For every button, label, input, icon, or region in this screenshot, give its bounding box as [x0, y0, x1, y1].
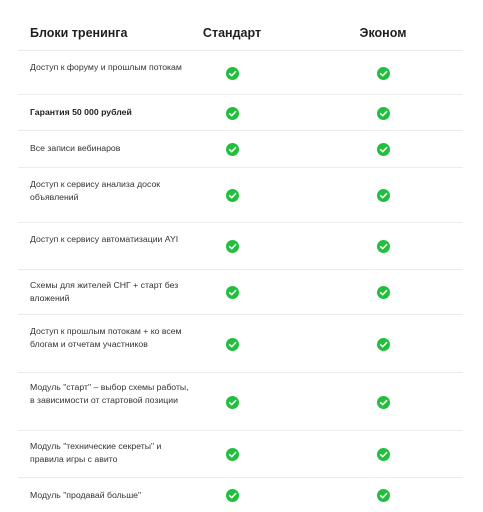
table-row — [18, 269, 463, 314]
row-label: Доступ к сервису автоматизации AYI — [30, 234, 179, 244]
row-label: Гарантия 50 000 рублей — [30, 107, 132, 117]
row-label: Модуль "технические секреты" и правила игры с авито — [30, 441, 162, 464]
check-circle-icon — [226, 396, 239, 409]
check-circle-icon — [226, 67, 239, 80]
table-row — [18, 50, 463, 94]
check-circle-icon — [377, 489, 390, 502]
check-circle-icon — [226, 189, 239, 202]
check-circle-icon — [377, 189, 390, 202]
check-circle-icon — [377, 240, 390, 253]
row-label: Доступ к форуму и прошлым потокам — [30, 62, 182, 72]
header-blocks: Блоки тренинга — [30, 26, 128, 40]
table-row — [18, 222, 463, 269]
row-label: Модуль "старт" – выбор схемы работы, в зависимости от стартовой позиции — [30, 382, 189, 405]
check-circle-icon — [226, 489, 239, 502]
check-circle-icon — [377, 396, 390, 409]
check-circle-icon — [377, 67, 390, 80]
row-label: Доступ к прошлым потокам + ко всем блогам и отчетам участников — [30, 326, 182, 349]
row-label: Доступ к сервису анализа досок объявлений — [30, 179, 161, 202]
table-row — [18, 314, 463, 372]
comparison-table — [18, 12, 463, 512]
check-circle-icon — [226, 338, 239, 351]
check-circle-icon — [226, 143, 239, 156]
check-circle-icon — [377, 143, 390, 156]
table-row — [18, 372, 463, 430]
table-row — [18, 430, 463, 477]
row-label: Все записи вебинаров — [30, 143, 121, 153]
row-label: Схемы для жителей СНГ + старт без вложений — [30, 280, 179, 303]
table-row — [18, 167, 463, 222]
header-standard-label: Стандарт — [202, 26, 262, 40]
row-label: Модуль "продавай больше" — [30, 490, 142, 500]
table-header — [18, 12, 463, 50]
table-row — [18, 94, 463, 130]
check-circle-icon — [377, 448, 390, 461]
check-circle-icon — [377, 338, 390, 351]
check-circle-icon — [377, 286, 390, 299]
check-circle-icon — [226, 448, 239, 461]
header-economy-label: Эконом — [359, 26, 407, 40]
check-circle-icon — [377, 107, 390, 120]
table-row — [18, 130, 463, 167]
check-circle-icon — [226, 286, 239, 299]
check-circle-icon — [226, 240, 239, 253]
check-circle-icon — [226, 107, 239, 120]
table-row — [18, 477, 463, 512]
